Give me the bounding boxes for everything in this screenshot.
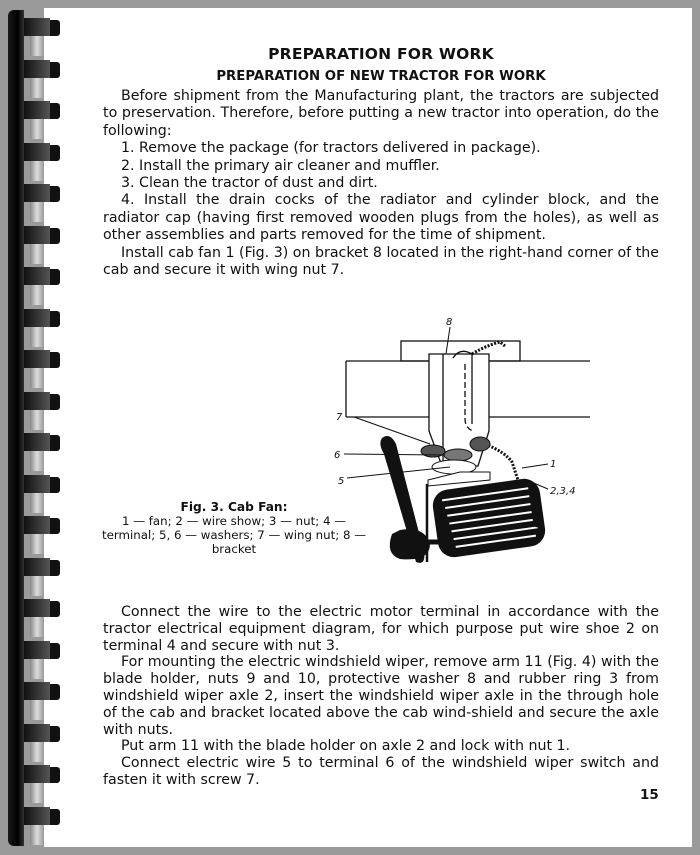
cab-fan-paragraph: Install cab fan 1 (Fig. 3) on bracket 8 located in the right-hand corner of the cab and secure it with wing nut 7. [103, 244, 659, 279]
binding-ring [24, 143, 62, 161]
binding-ring [24, 433, 62, 451]
wire-paragraph: Connect the wire to the electric motor terminal in accordance with the tractor electrical equipment diagram, for which purpose put wire shoe 2 on terminal 4 and secure with nut 3. [103, 604, 659, 654]
binding-ring [24, 101, 62, 119]
binding-ring [24, 516, 62, 534]
binding-ring [24, 350, 62, 368]
binding-ring [24, 599, 62, 617]
binding-ring [24, 309, 62, 327]
page-number: 15 [640, 787, 659, 803]
binding-ring [24, 724, 62, 742]
binding-ring [24, 18, 62, 36]
arm-paragraph: Put arm 11 with the blade holder on axle 2 and lock with nut 1. [121, 738, 571, 755]
binding-spine [8, 10, 24, 846]
binding-ring [24, 682, 62, 700]
page-body [103, 46, 659, 279]
figure-caption [100, 500, 368, 556]
binding-ring [24, 392, 62, 410]
binding-ring [24, 184, 62, 202]
step-4: 4. Install the drain cocks of the radiator and cylinder block, and the radiator cap (having first removed wooden plugs from the holes), as well as other assemblies and parts removed for the time of shipment. [103, 192, 659, 244]
callout-1: 1 [550, 459, 557, 470]
step-3: 3. Clean the tractor of dust and dirt. [121, 175, 378, 192]
callout-6: 6 [334, 450, 341, 461]
binding-ring [24, 558, 62, 576]
step-1: 1. Remove the package (for tractors delivered in package). [121, 140, 541, 157]
callout-8: 8 [446, 317, 453, 328]
lower-body [103, 604, 659, 789]
wiper-mounting-paragraph: For mounting the electric windshield wiper, remove arm 11 (Fig. 4) with the blade holder, nuts 9 and 10, protective washer 8 and rubber ring 3 from windshield wiper axle 2, insert the windshield wiper axle in the through hole of the cab and bracket located above the cab wind-shield and secure the axle with nuts. [103, 654, 659, 738]
figure-caption-title: Fig. 3. Cab Fan: [180, 500, 288, 514]
page-title: PREPARATION FOR WORK [268, 45, 494, 63]
switch-paragraph: Connect electric wire 5 to terminal 6 of the windshield wiper switch and fasten it with screw 7. [103, 755, 659, 788]
binding-ring [24, 60, 62, 78]
binding-ring [24, 475, 62, 493]
binding-ring [24, 226, 62, 244]
intro-paragraph: Before shipment from the Manufacturing plant, the tractors are subjected to preservation. Therefore, before putting a new tractor into operation, do the following: [103, 88, 659, 139]
callout-2-3-4: 2,3,4 [550, 486, 576, 497]
binding-ring [24, 765, 62, 783]
figure-caption-text: 1 — fan; 2 — wire show; 3 — nut; 4 — terminal; 5, 6 — washers; 7 — wing nut; 8 — bracket [101, 514, 367, 556]
fan-motor [431, 477, 547, 559]
binding-ring [24, 641, 62, 659]
step-2: 2. Install the primary air cleaner and muffler. [121, 157, 440, 174]
callout-5: 5 [338, 476, 345, 487]
binding-ring [24, 807, 62, 825]
binding-ring [24, 267, 62, 285]
callout-7: 7 [336, 412, 343, 423]
section-title: PREPARATION OF NEW TRACTOR FOR WORK [216, 69, 546, 84]
